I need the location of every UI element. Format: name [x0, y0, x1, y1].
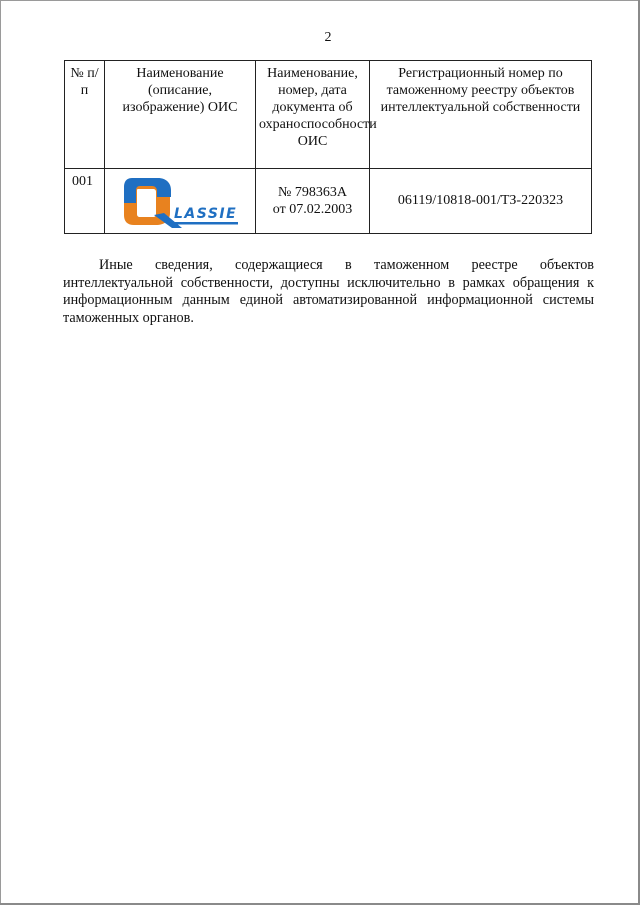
row-num: 001: [65, 169, 105, 234]
document-date: от 07.02.2003: [272, 202, 353, 217]
header-document: Наименование, номер, дата документа об охраноспособности ОИС: [256, 61, 370, 169]
table-header-row: [65, 61, 592, 169]
qlassie-logo-image: [124, 175, 242, 229]
header-num: № п/п: [65, 61, 105, 169]
page-border-left: [0, 0, 1, 905]
ip-registry-table: [64, 60, 592, 234]
row-logo-cell: [105, 169, 256, 234]
row-document: [256, 169, 370, 234]
page-border-top: [0, 0, 640, 1]
row-registration-number: 06119/10818-001/ТЗ-220323: [370, 169, 592, 234]
page-number: 2: [324, 30, 332, 45]
body-paragraph: Иные сведения, содержащиеся в таможенном реестре объектов интеллектуальной собственности, доступны исключительно в рамках обращения к информационным данным единой автоматизированной информационной системы таможенных органов.: [63, 257, 594, 326]
header-registration: Регистрационный номер по таможенному реестру объектов интеллектуальной собственности: [370, 61, 592, 169]
header-name: Наименование (описание, изображение) ОИС: [105, 61, 256, 169]
table-row: [65, 169, 592, 234]
logo-lettering: LASSIE: [174, 206, 238, 222]
document-number: № 798363А: [278, 184, 347, 200]
